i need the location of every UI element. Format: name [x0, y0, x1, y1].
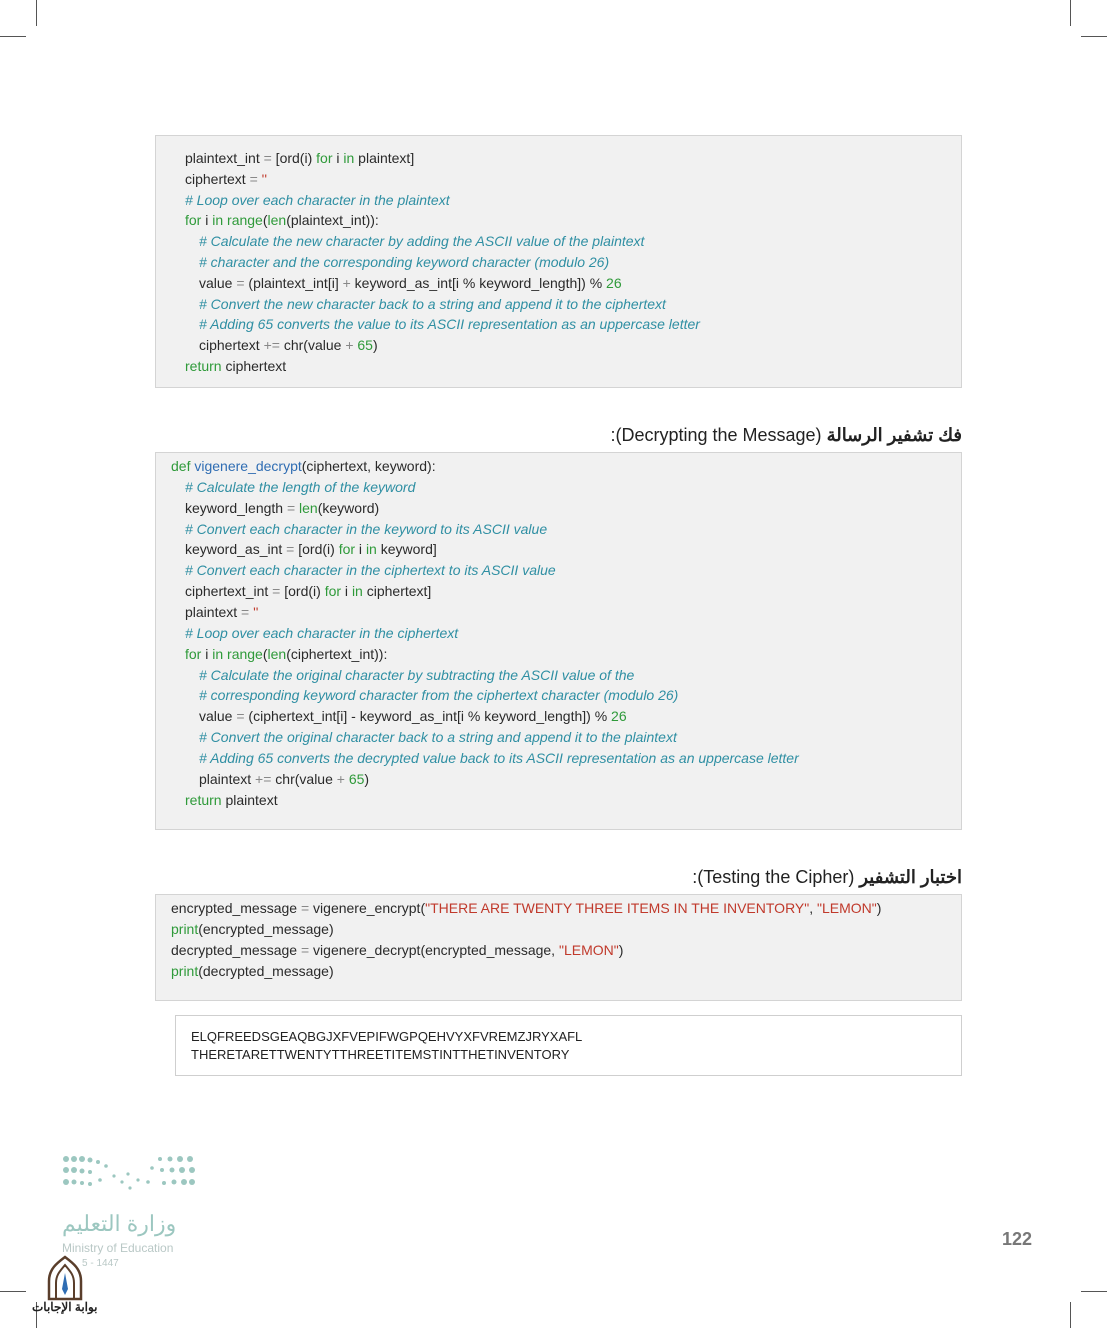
code-line	[199, 686, 678, 704]
code-token: for	[338, 541, 356, 558]
code-token: len	[299, 499, 318, 516]
code-token: =	[272, 583, 281, 600]
code-token: 26	[606, 274, 622, 291]
code-line	[185, 149, 414, 167]
code-line	[185, 624, 458, 642]
heading-test-en: :(Testing the Cipher)	[692, 867, 855, 887]
code-token: i	[332, 150, 344, 166]
code-token: ,	[809, 900, 818, 916]
code-line	[171, 962, 334, 980]
ministry-name-en: Ministry of Education	[62, 1241, 174, 1255]
code-token: =	[236, 274, 245, 291]
code-line	[171, 920, 334, 938]
ministry-logo-icon	[60, 1152, 200, 1198]
code-token: ciphertext]	[362, 583, 432, 600]
code-token: print	[171, 921, 199, 937]
code-token: +	[342, 274, 351, 291]
code-token: chr(value	[279, 337, 346, 354]
code-token: value	[199, 708, 237, 725]
code-token: i	[201, 212, 213, 229]
code-token: keyword]	[376, 541, 437, 558]
code-token: "LEMON"	[558, 942, 619, 958]
code-token: # Loop over each character in the plaintext	[185, 191, 450, 208]
code-token: +	[336, 770, 345, 787]
code-token: i	[341, 583, 352, 600]
code-token: (plaintext_int[i]	[244, 274, 343, 291]
code-token: vigenere_encrypt(	[309, 900, 426, 916]
code-token: keyword_length	[185, 499, 287, 516]
code-token: # Calculate the new character by adding the ASCII value of the plaintext	[199, 233, 645, 250]
code-token: # Calculate the original character by subtracting the ASCII value of the	[199, 666, 635, 683]
code-token: in	[343, 150, 355, 166]
code-line	[185, 211, 379, 229]
code-line	[171, 941, 623, 959]
code-line	[185, 499, 379, 517]
code-line	[199, 728, 677, 746]
code-token: ciphertext	[221, 358, 287, 374]
code-token: =	[236, 708, 245, 725]
code-token: 65	[357, 337, 373, 354]
code-token: "THERE ARE TWENTY THREE ITEMS IN THE INVENTORY"	[425, 900, 810, 916]
code-token: i	[201, 645, 213, 662]
code-line	[185, 645, 387, 663]
code-token: =	[249, 170, 258, 187]
code-token: (ciphertext_int[i] - keyword_as_int[i % keyword_length]) %	[244, 708, 612, 725]
code-token: return	[185, 358, 222, 374]
code-token: ''	[257, 170, 268, 187]
code-token: # Calculate the length of the keyword	[185, 478, 416, 495]
code-token: # corresponding keyword character from the ciphertext character (modulo 26)	[199, 687, 679, 704]
code-token: plaintext_int	[185, 150, 264, 166]
code-line	[185, 520, 547, 538]
code-token: [ord(i)	[280, 583, 325, 600]
code-token: decrypted_message	[171, 942, 301, 958]
ministry-name-ar: وزارة التعليم	[62, 1211, 177, 1236]
code-token: range	[227, 645, 263, 662]
code-line	[185, 791, 278, 809]
crop-mark	[36, 0, 37, 26]
code-token: value	[199, 274, 237, 291]
code-token: len	[267, 212, 287, 229]
code-token: in	[365, 541, 377, 558]
code-token: for	[316, 150, 333, 166]
code-token: [ord(i)	[271, 150, 317, 166]
crop-mark	[1070, 0, 1071, 26]
code-token: =	[286, 499, 296, 516]
code-token: plaintext	[199, 770, 256, 787]
code-token: =	[300, 900, 310, 916]
code-token: (ciphertext_int)):	[286, 645, 388, 662]
code-token: vigenere_decrypt(encrypted_message,	[309, 942, 559, 958]
code-token: ciphertext_int	[185, 583, 273, 600]
code-token: # Adding 65 converts the value to its ASCII representation as an uppercase letter	[199, 316, 700, 333]
site-watermark: بوابة الإجابات	[32, 1300, 98, 1314]
code-line	[199, 315, 700, 333]
code-token: (	[262, 212, 268, 229]
code-token: return	[185, 791, 222, 808]
code-line	[199, 295, 666, 313]
code-line	[199, 770, 369, 788]
code-block-decrypt	[155, 452, 962, 830]
code-token: for	[185, 212, 202, 229]
heading-test-ar: اختبار التشفير	[859, 867, 962, 887]
code-line	[185, 540, 437, 558]
code-line	[171, 457, 436, 475]
code-token: (ciphertext, keyword):	[301, 458, 436, 474]
code-token: i	[355, 541, 366, 558]
crop-mark	[1081, 36, 1107, 37]
code-token: 65	[348, 770, 365, 787]
code-token: # Convert each character in the keyword to its ASCII value	[185, 520, 548, 537]
crop-mark	[0, 36, 26, 37]
code-token: keyword_as_int[i % keyword_length]) %	[350, 274, 607, 291]
code-token: )	[372, 337, 378, 354]
code-token: [ord(i)	[294, 541, 339, 558]
code-token: )	[364, 770, 370, 787]
section-heading-test	[692, 867, 962, 888]
code-token: (	[262, 645, 268, 662]
code-token: =	[263, 150, 272, 166]
code-block-encrypt-loop	[155, 135, 962, 388]
code-token: =	[300, 942, 310, 958]
code-line	[199, 707, 627, 725]
code-token: encrypted_message	[171, 900, 301, 916]
gateway-emblem-icon	[43, 1255, 87, 1301]
page-number: 122	[1002, 1229, 1033, 1249]
code-token: (encrypted_message)	[198, 921, 334, 937]
code-line	[171, 899, 881, 917]
code-line	[199, 749, 799, 767]
code-line	[199, 336, 378, 354]
code-token: # Convert the original character back to a string and append it to the plaintext	[199, 729, 677, 746]
code-token: keyword_as_int	[185, 541, 287, 558]
code-token: # Loop over each character in the ciphertext	[185, 624, 459, 641]
code-token: vigenere_decrypt	[194, 458, 302, 474]
heading-decrypt-ar: فك تشفير الرسالة	[826, 425, 962, 445]
code-line	[199, 253, 609, 271]
code-token: # character and the corresponding keyword character (modulo 26)	[199, 254, 610, 270]
code-token: # Convert the new character back to a string and append it to the ciphertext	[199, 295, 666, 312]
code-token: =	[286, 541, 295, 558]
code-token: # Convert each character in the ciphertext to its ASCII value	[185, 562, 556, 579]
code-token: +=	[263, 337, 280, 354]
code-line	[185, 603, 258, 621]
output-line-1: ELQFREEDSGEAQBGJXFVEPIFWGPQEHVYXFVREMZJRYXAFL	[191, 1029, 583, 1044]
code-token: )	[876, 900, 882, 916]
code-line	[185, 191, 450, 209]
code-token: "LEMON"	[817, 900, 877, 916]
output-line-2: THERETARETTWENTYTTHREETITEMSTINTTHETINVENTORY	[191, 1047, 570, 1062]
code-token: for	[185, 645, 202, 662]
code-token: print	[171, 963, 199, 979]
crop-mark	[1081, 1291, 1107, 1292]
heading-decrypt-en: :(Decrypting the Message)	[610, 425, 822, 445]
code-token: ciphertext	[185, 170, 250, 187]
section-heading-decrypt	[610, 425, 962, 446]
code-line	[185, 582, 431, 600]
code-token: plaintext	[185, 603, 242, 620]
code-token: ''	[249, 603, 259, 620]
code-token: +	[345, 337, 354, 354]
code-token: in	[351, 583, 363, 600]
code-token: (plaintext_int)):	[286, 212, 379, 229]
code-token: in	[212, 212, 224, 229]
code-token: plaintext]	[354, 150, 415, 166]
code-token: def	[171, 458, 191, 474]
code-line	[185, 478, 415, 496]
code-line	[199, 666, 634, 684]
code-token: ciphertext	[199, 337, 264, 354]
code-token: =	[241, 603, 250, 620]
code-line	[185, 561, 556, 579]
code-token: chr(value	[271, 770, 337, 787]
code-token: )	[618, 942, 624, 958]
code-token: 26	[611, 708, 627, 725]
code-line	[185, 357, 286, 375]
crop-mark	[1070, 1302, 1071, 1328]
code-block-test	[155, 894, 962, 1001]
code-token: (decrypted_message)	[198, 963, 334, 979]
code-token: in	[212, 645, 224, 662]
code-line	[199, 274, 622, 292]
ministry-year: 5 - 1447	[82, 1258, 119, 1269]
code-token: range	[227, 212, 263, 229]
code-token: +=	[255, 770, 272, 787]
crop-mark	[0, 1291, 26, 1292]
code-token: len	[267, 645, 287, 662]
code-line	[199, 232, 644, 250]
code-token: (keyword)	[317, 499, 380, 516]
code-token: # Adding 65 converts the decrypted value back to its ASCII representation as an uppercase letter	[199, 749, 799, 766]
code-token: plaintext	[221, 791, 278, 808]
code-token: for	[324, 583, 342, 600]
output-box	[175, 1015, 962, 1076]
code-line	[185, 170, 267, 188]
